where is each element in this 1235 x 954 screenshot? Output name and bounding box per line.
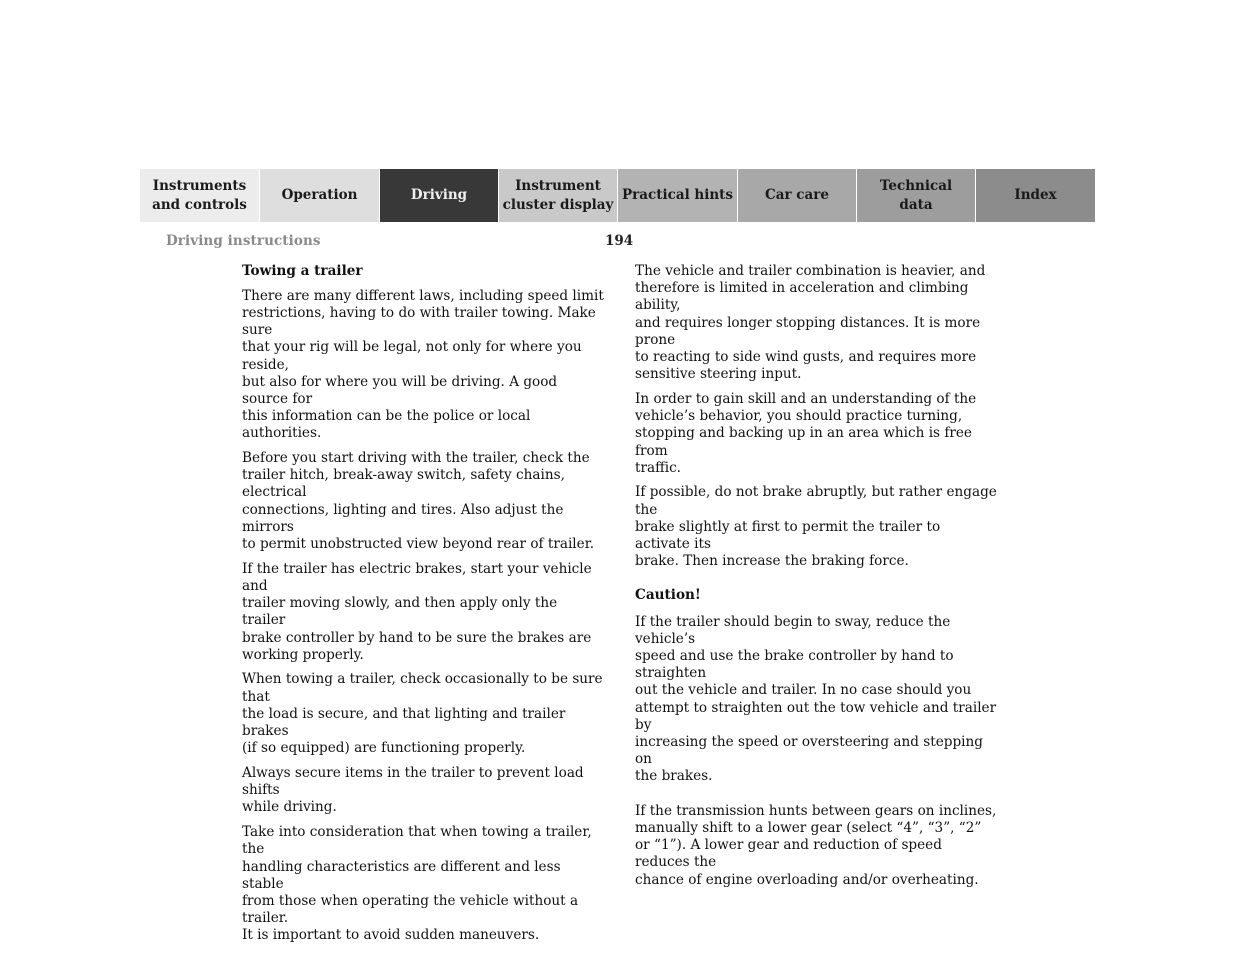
section-title: Driving instructions [166, 233, 321, 249]
chapter-tab-bar [140, 169, 1095, 222]
tab-practical-hints[interactable]: Practical hints [618, 169, 737, 222]
paragraph: There are many different laws, including speed limit restrictions, having to do with trailer towing. Make sure that your rig will be legal, not only for where you reside, but also for where you will be driving. A good source for this information can be the police or local authorities. [242, 287, 604, 442]
tab-driving[interactable]: Driving [380, 169, 498, 222]
left-column [242, 263, 604, 952]
caution-paragraph: If the transmission hunts between gears on inclines, manually shift to a lower gear (select “4”, “3”, “2” or “1”). A lower gear and reduction of speed reduces the chance of engine overloading and/or overheating. [635, 802, 997, 888]
tab-operation[interactable]: Operation [260, 169, 379, 222]
caution-heading: Caution! [635, 587, 701, 604]
paragraph: The vehicle and trailer combination is heavier, and therefore is limited in acceleration and climbing ability, and requires longer stopping distances. It is more prone to reacting to side wind gusts, and requires more sensitive steering input. [635, 263, 986, 383]
tab-car-care[interactable]: Car care [738, 169, 856, 222]
paragraph: If the trailer has electric brakes, start your vehicle and trailer moving slowly, and then apply only the trailer brake controller by hand to be sure the brakes are working properly. [242, 560, 592, 663]
paragraph: When towing a trailer, check occasionally to be sure that the load is secure, and that lighting and trailer brakes (if so equipped) are functioning properly. [242, 671, 603, 757]
tab-instruments-and-controls[interactable]: Instruments and controls [140, 169, 259, 222]
right-column [635, 263, 997, 896]
page-header [0, 231, 1235, 251]
tab-index[interactable]: Index [976, 169, 1095, 222]
paragraph: Before you start driving with the trailer, check the trailer hitch, break-away switch, safety chains, electrical connections, lighting and tires. Also adjust the mirrors to permit unobstructed view beyond rear of trailer. [242, 450, 595, 553]
page-number: 194 [605, 233, 634, 249]
caution-paragraph: If the trailer should begin to sway, reduce the vehicle’s speed and use the brake controller by hand to straighten out the vehicle and trailer. In no case should you attempt to straighten out the tow vehicle and trailer by increasing the speed or oversteering and stepping on the brakes. [635, 613, 997, 785]
paragraph: Take into consideration that when towing a trailer, the handling characteristics are different and less stable from those when operating the vehicle without a trailer. It is important to avoid sudden maneuvers. [242, 824, 592, 944]
section-heading: Towing a trailer [242, 263, 363, 279]
paragraph: In order to gain skill and an understanding of the vehicle’s behavior, you should practice turning, stopping and backing up in an area which is free from traffic. [635, 390, 977, 476]
paragraph: Always secure items in the trailer to prevent load shifts while driving. [242, 764, 584, 816]
tab-instrument-cluster-display[interactable]: Instrument cluster display [499, 169, 617, 222]
tab-technical-data[interactable]: Technical data [857, 169, 975, 222]
paragraph: If possible, do not brake abruptly, but rather engage the brake slightly at first to permit the trailer to activate its brake. Then increase the braking force. [635, 484, 997, 570]
